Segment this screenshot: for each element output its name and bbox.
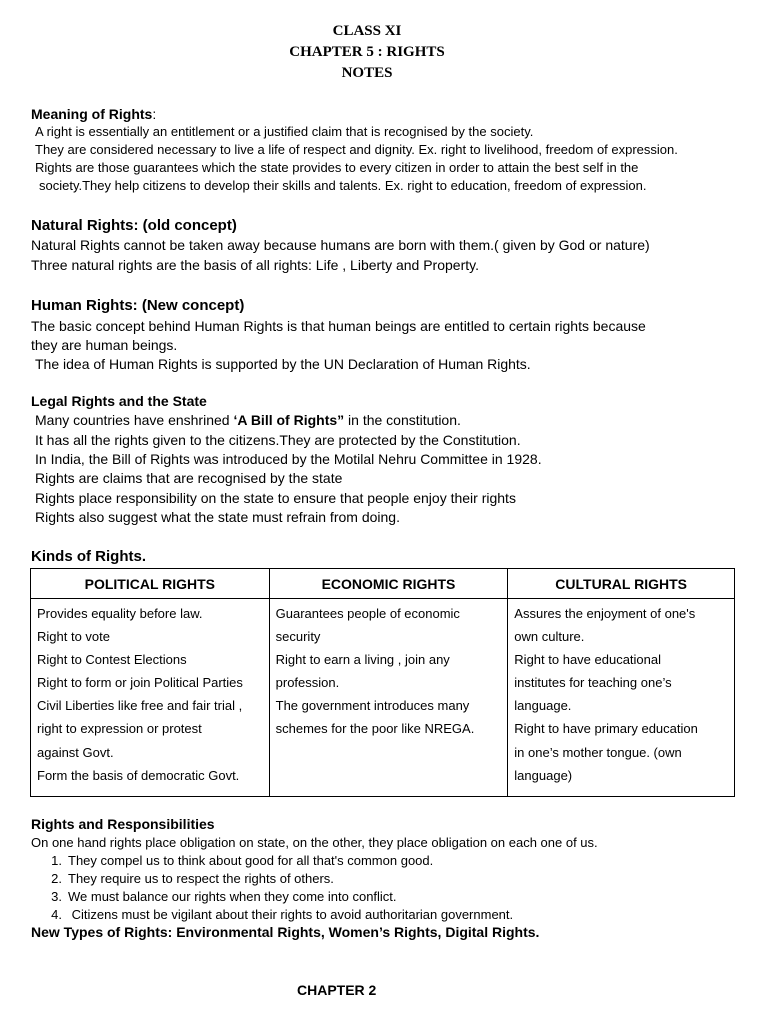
legal-line-5: Rights place responsibility on the state to ensure that people enjoy their rights: [35, 490, 516, 506]
kinds-of-rights-table: [30, 568, 735, 797]
column-political: POLITICAL RIGHTS: [31, 569, 270, 599]
cultural-rights-cell: [508, 599, 735, 797]
political-item: right to expression or protest: [37, 721, 202, 737]
list-item: [40, 889, 397, 904]
cultural-item: Right to have primary education: [514, 721, 698, 737]
list-text: We must balance our rights when they come into conflict.: [68, 889, 397, 904]
meaning-line-4: society.They help citizens to develop their skills and talents. Ex. right to education, freedom of expression.: [39, 178, 647, 193]
meaning-line-1: A right is essentially an entitlement or a justified claim that is recognised by the society.: [35, 124, 534, 139]
legal-line-6: Rights also suggest what the state must refrain from doing.: [35, 509, 400, 525]
economic-item: The government introduces many: [275, 698, 470, 714]
list-number: 3.: [51, 889, 62, 904]
responsibilities-heading: Rights and Responsibilities: [31, 816, 215, 832]
cultural-item: Right to have educational: [514, 652, 662, 668]
responsibilities-intro: On one hand rights place obligation on state, on the other, they place obligation on each one of us.: [31, 835, 598, 850]
legal-line-1-pre: Many countries have enshrined: [35, 412, 234, 428]
chapter-title: CHAPTER 5 : RIGHTS: [289, 44, 445, 60]
cultural-item: Assures the enjoyment of one's: [514, 606, 696, 621]
meaning-line-2: They are considered necessary to live a life of respect and dignity. Ex. right to livelihood, freedom of expression.: [35, 142, 678, 157]
list-text: They compel us to think about good for all that's common good.: [68, 853, 434, 868]
class-title: CLASS XI: [332, 23, 402, 39]
bill-of-rights-term: ‘A Bill of Rights”: [233, 412, 345, 428]
legal-heading: Legal Rights and the State: [31, 393, 207, 409]
political-item: Right to Contest Elections: [37, 652, 187, 668]
legal-line-3: In India, the Bill of Rights was introduced by the Motilal Nehru Committee in 1928.: [35, 451, 542, 467]
cultural-item: language.: [514, 698, 572, 714]
natural-line-2: Three natural rights are the basis of all rights: Life , Liberty and Property.: [31, 257, 479, 273]
economic-item: Guarantees people of economic: [275, 606, 460, 621]
human-line-3: The idea of Human Rights is supported by the UN Declaration of Human Rights.: [35, 356, 531, 372]
human-line-2: they are human beings.: [31, 337, 178, 353]
meaning-heading: Meaning of Rights: [31, 106, 153, 122]
legal-line-1-post: in the constitution.: [344, 412, 461, 428]
natural-line-1: Natural Rights cannot be taken away because humans are born with them.( given by God or nature): [31, 237, 650, 253]
human-line-1: The basic concept behind Human Rights is that human beings are entitled to certain rights because: [31, 318, 646, 334]
political-item: Civil Liberties like free and fair trial ,: [37, 698, 243, 714]
cultural-item: language): [514, 767, 573, 783]
meaning-line-3: Rights are those guarantees which the state provides to every citizen in order to attain the best self in the: [35, 160, 639, 175]
list-item: [40, 907, 513, 922]
legal-line-2: It has all the rights given to the citizens.They are protected by the Constitution.: [35, 432, 521, 448]
list-text: Citizens must be vigilant about their rights to avoid authoritarian government.: [68, 907, 514, 922]
political-item: Provides equality before law.: [37, 606, 203, 621]
natural-heading: Natural Rights: (old concept): [31, 217, 237, 234]
meaning-heading-colon: :: [152, 106, 157, 122]
cultural-item: institutes for teaching one’s: [514, 675, 672, 691]
new-types-of-rights: New Types of Rights: Environmental Rights, Women’s Rights, Digital Rights.: [31, 924, 540, 940]
notes-title: NOTES: [341, 65, 393, 81]
legal-line-4: Rights are claims that are recognised by the state: [35, 470, 343, 486]
economic-item: profession.: [275, 675, 340, 691]
list-number: 4.: [51, 907, 62, 922]
column-economic: ECONOMIC RIGHTS: [269, 569, 508, 599]
human-heading: Human Rights: (New concept): [31, 297, 245, 314]
economic-rights-cell: [269, 599, 508, 797]
political-item: Form the basis of democratic Govt.: [37, 767, 240, 783]
cultural-item: in one’s mother tongue. (own: [514, 744, 682, 760]
table-body-row: [31, 599, 735, 797]
column-cultural: CULTURAL RIGHTS: [508, 569, 735, 599]
kinds-heading: Kinds of Rights.: [31, 548, 146, 565]
legal-line-1: [35, 412, 461, 428]
list-item: [40, 871, 334, 886]
political-rights-cell: [31, 599, 270, 797]
meaning-heading-row: [31, 106, 156, 122]
list-number: 1.: [51, 853, 62, 868]
political-item: Right to vote: [37, 629, 110, 645]
political-item: against Govt.: [37, 744, 114, 760]
list-number: 2.: [51, 871, 62, 886]
economic-item: security: [275, 629, 321, 645]
political-item: Right to form or join Political Parties: [37, 675, 243, 691]
cultural-item: own culture.: [514, 629, 585, 645]
list-item: [40, 853, 433, 868]
table-header-row: [31, 569, 735, 599]
list-text: They require us to respect the rights of others.: [68, 871, 334, 886]
footer-chapter: CHAPTER 2: [297, 982, 377, 998]
economic-item: schemes for the poor like NREGA.: [275, 721, 475, 737]
economic-item: Right to earn a living , join any: [275, 652, 450, 668]
